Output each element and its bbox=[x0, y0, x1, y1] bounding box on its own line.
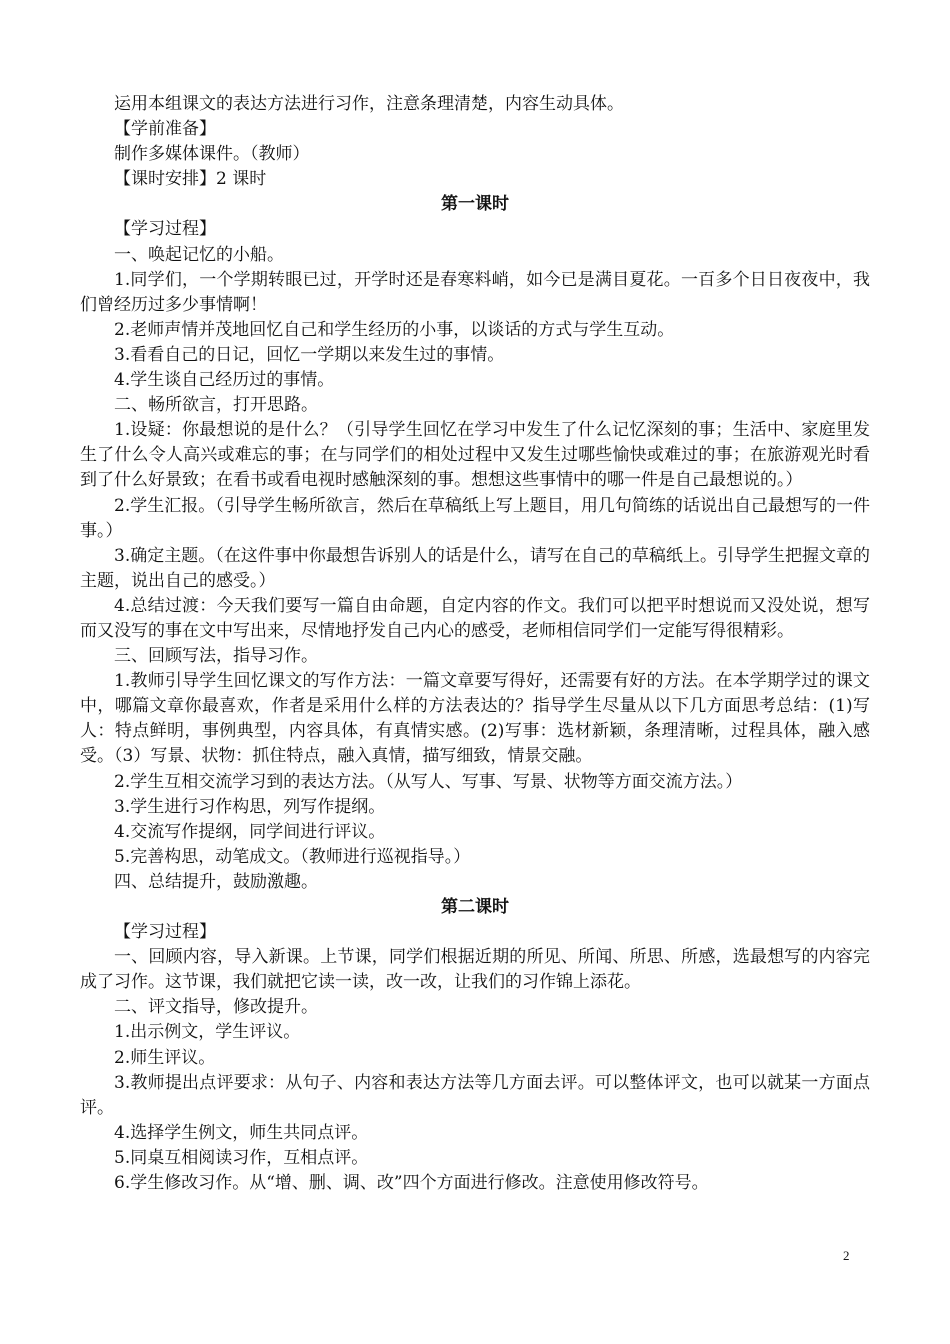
paragraph: 5.完善构思，动笔成文。（教师进行巡视指导。） bbox=[114, 846, 471, 867]
paragraph: 制作多媒体课件。（教师） bbox=[114, 144, 310, 165]
paragraph: 1.设疑：你最想说的是什么？（引导学生回忆在学习中发生了什么记忆深刻的事；生活中、家庭里发生了什么令人高兴或难忘的事；在与同学们的相处过程中又发生过哪些愉快或难过的事；在旅游观光时看到了什么好景致；在看书或看电视时感触深刻的事。想想这些事情中的哪一件是自己最想说的。） bbox=[80, 420, 870, 491]
paragraph: 2.学生互相交流学习到的表达方法。（从写人、写事、写景、状物等方面交流方法。） bbox=[114, 771, 743, 792]
paragraph: 【学习过程】 bbox=[114, 922, 216, 943]
paragraph: 4.总结过渡：今天我们要写一篇自由命题，自定内容的作文。我们可以把平时想说而又没处说，想写而又没写的事在文中写出来，尽情地抒发自己内心的感受，老师相信同学们一定能写得很精彩。 bbox=[80, 595, 870, 641]
paragraph: 1.教师引导学生回忆课文的写作方法：一篇文章要写得好，还需要有好的方法。在本学期学过的课文中，哪篇文章你最喜欢，作者是采用什么样的方法表达的？指导学生尽量从以下几方面思考总结：(1)写人：特点鲜明，事例典型，内容具体，有真情实感。(2)写事：选材新颖，条理清晰，过程具体，融入感受。（3）写景、状物：抓住特点，融入真情，描写细致，情景交融。 bbox=[80, 671, 870, 767]
paragraph: 一、唤起记忆的小船。 bbox=[114, 244, 284, 265]
paragraph: 运用本组课文的表达方法进行习作，注意条理清楚，内容生动具体。 bbox=[114, 94, 624, 114]
page-number: 2 bbox=[843, 1248, 850, 1263]
section-heading: 第一课时 bbox=[441, 194, 509, 215]
paragraph: 5.同桌互相阅读习作，互相点评。 bbox=[114, 1147, 369, 1168]
paragraph: 【学前准备】 bbox=[114, 119, 216, 140]
section-heading: 第二课时 bbox=[441, 897, 509, 917]
paragraph: 3.确定主题。（在这件事中你最想告诉别人的话是什么，请写在自己的草稿纸上。引导学生把握文章的主题，说出自己的感受。） bbox=[80, 545, 870, 591]
document-body bbox=[80, 92, 870, 1196]
paragraph: 2.学生汇报。（引导学生畅所欲言，然后在草稿纸上写上题目，用几句简练的话说出自己最想写的一件事。） bbox=[80, 495, 870, 541]
paragraph: 4.学生谈自己经历过的事情。 bbox=[114, 370, 335, 391]
paragraph: 三、回顾写法，指导习作。 bbox=[114, 646, 318, 667]
paragraph: 【学习过程】 bbox=[114, 219, 216, 240]
paragraph: 4.交流写作提纲，同学间进行评议。 bbox=[114, 821, 386, 842]
paragraph: 3.教师提出点评要求：从句子、内容和表达方法等几方面去评。可以整体评文，也可以就某一方面点评。 bbox=[80, 1072, 870, 1118]
paragraph: 4.选择学生例文，师生共同点评。 bbox=[114, 1122, 369, 1143]
paragraph: 1.同学们，一个学期转眼已过，开学时还是春寒料峭，如今已是满目夏花。一百多个日日夜夜中，我们曾经历过多少事情啊！ bbox=[80, 269, 870, 315]
paragraph: 3.学生进行习作构思，列写作提纲。 bbox=[114, 796, 386, 817]
paragraph: 二、评文指导，修改提升。 bbox=[114, 997, 318, 1018]
paragraph: 3.看看自己的日记，回忆一学期以来发生过的事情。 bbox=[114, 344, 505, 365]
paragraph: 【课时安排】2 课时 bbox=[114, 169, 267, 190]
paragraph: 一、回顾内容，导入新课。上节课，同学们根据近期的所见、所闻、所思、所感，选最想写的内容完成了习作。这节课，我们就把它读一读，改一改，让我们的习作锦上添花。 bbox=[80, 947, 870, 993]
paragraph: 6.学生修改习作。从“增、删、调、改”四个方面进行修改。注意使用修改符号。 bbox=[114, 1173, 709, 1194]
paragraph: 四、总结提升，鼓励激趣。 bbox=[114, 871, 318, 892]
paragraph: 1.出示例文，学生评议。 bbox=[114, 1022, 301, 1043]
paragraph: 2.老师声情并茂地回忆自己和学生经历的小事，以谈话的方式与学生互动。 bbox=[114, 319, 675, 340]
paragraph: 二、畅所欲言，打开思路。 bbox=[114, 395, 318, 416]
paragraph: 2.师生评议。 bbox=[114, 1047, 216, 1068]
